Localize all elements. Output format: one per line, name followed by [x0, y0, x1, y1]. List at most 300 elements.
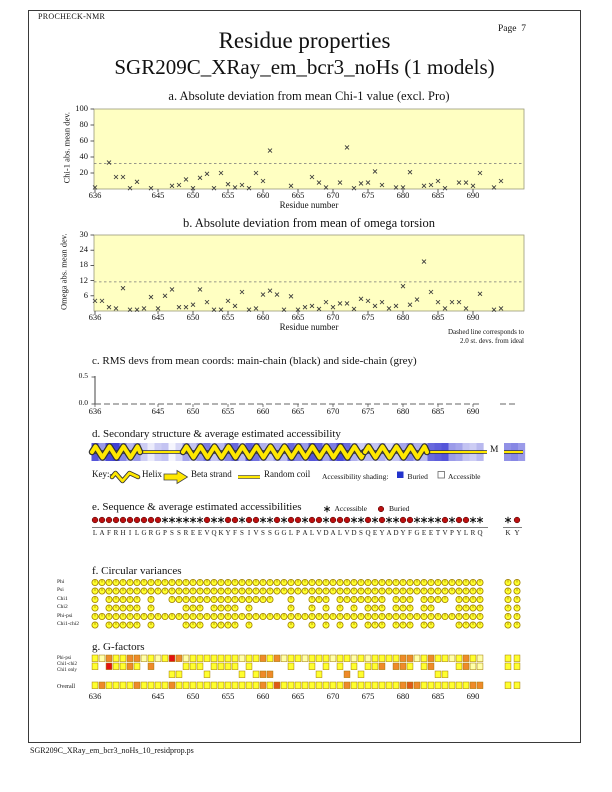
x-tick-label: 655 [221, 691, 235, 701]
cv-row-label-chi1-chi2: Chi1-chi2 [57, 621, 79, 627]
g-factor-square [232, 663, 238, 670]
sequence-letter: S [177, 529, 181, 537]
g-factor-square [505, 655, 511, 662]
g-factor-square [176, 671, 182, 678]
sequence-letter: K [218, 529, 224, 537]
g-factor-square [267, 671, 273, 678]
g-factor-square [253, 671, 259, 678]
key-shading-label: Accessibility shading: [322, 471, 389, 481]
buried-dot-icon [400, 517, 406, 523]
buried-dot-icon [365, 517, 371, 523]
sequence-letter: G [141, 529, 147, 537]
sequence-letter: R [183, 529, 189, 537]
g-factor-square [449, 682, 455, 689]
sequence-letter: Q [211, 529, 217, 537]
g-factor-square [211, 663, 217, 670]
sequence-letter: G [281, 529, 287, 537]
cv-row-label-psi: Psi [57, 587, 64, 593]
sequence-letter: H [120, 529, 126, 537]
panel-b-y-axis-label: Omega abs. mean dev. [58, 233, 69, 310]
key-accessible-label: Accessible [448, 471, 481, 481]
g-factor-square [239, 671, 245, 678]
g-factor-square [127, 655, 133, 662]
sequence-letter: Y [456, 529, 462, 537]
g-factor-square [232, 655, 238, 662]
sequence-letter: V [344, 529, 350, 537]
x-tick-label: 670 [326, 691, 340, 701]
sequence-letter: S [268, 529, 272, 537]
g-factor-square [120, 655, 126, 662]
key-label: Key:- [92, 469, 113, 479]
g-factor-square [253, 655, 259, 662]
g-factor-square [302, 682, 308, 689]
g-factor-square [148, 682, 154, 689]
sequence-letter: A [99, 529, 105, 537]
sequence-letter: G [274, 529, 280, 537]
g-factor-square [323, 682, 329, 689]
key-beta-strand-label: Beta strand [191, 469, 232, 479]
sequence-letter: P [296, 529, 300, 537]
g-factor-square [162, 682, 168, 689]
g-factor-square [344, 682, 350, 689]
sequence-letter: Y [514, 529, 520, 537]
chain-end-marker: M [490, 445, 499, 455]
buried-dot-icon [141, 517, 147, 523]
g-factor-square [407, 655, 413, 662]
g-factor-square [421, 663, 427, 670]
y-tick-label: 18 [79, 259, 88, 270]
sequence-letter: L [134, 529, 140, 537]
buried-swatch-icon [397, 472, 404, 479]
g-factor-square [309, 663, 315, 670]
x-tick-label: 680 [396, 190, 410, 200]
g-factor-square [148, 663, 154, 670]
panel-b-note-line2: 2.0 st. devs. from ideal [460, 337, 524, 345]
buried-dot-icon [155, 517, 161, 523]
x-tick-label: 665 [291, 312, 305, 322]
sequence-letter: S [240, 529, 244, 537]
sequence-letter: E [197, 529, 203, 537]
cv-row-label-phi: Phi [57, 578, 65, 585]
g-factor-square [113, 655, 119, 662]
panel-e-title: e. Sequence & average estimated accessibilities [92, 501, 302, 513]
accessible-swatch-icon [438, 472, 445, 479]
g-factor-square [204, 671, 210, 678]
g-factor-square [400, 682, 406, 689]
g-factor-square [274, 655, 280, 662]
g-factor-square [393, 655, 399, 662]
g-factor-square [379, 682, 385, 689]
g-factor-square [477, 682, 483, 689]
g-factor-square [274, 682, 280, 689]
sequence-letter: L [337, 529, 343, 537]
legend-accessible-label: Accessible [334, 503, 367, 513]
g-factor-square [309, 655, 315, 662]
g-factor-square [442, 682, 448, 689]
panel-a-x-axis-label: Residue number [279, 200, 339, 210]
g-factor-square [372, 655, 378, 662]
buried-dot-icon [127, 517, 133, 523]
sequence-letter: S [170, 529, 174, 537]
sequence-letter: L [288, 529, 294, 537]
sequence-letter: A [386, 529, 392, 537]
gf-row-label-phi-psi: Phi-psi [57, 655, 72, 661]
sequence-letter: V [442, 529, 448, 537]
g-factor-square [337, 682, 343, 689]
sequence-letter: L [463, 529, 469, 537]
g-factor-square [330, 682, 336, 689]
g-factor-square [267, 682, 273, 689]
cv-row-label-chi2: Chi2 [57, 604, 68, 610]
g-factor-square [449, 655, 455, 662]
g-factor-square [421, 655, 427, 662]
sequence-letter: Q [477, 529, 483, 537]
panel-a-title: a. Absolute deviation from mean Chi-1 value (excl. Pro) [168, 89, 450, 103]
x-tick-label: 685 [431, 312, 445, 322]
g-factor-square [295, 682, 301, 689]
y-tick-label: 24 [79, 244, 88, 255]
buried-dot-icon [379, 517, 385, 523]
g-factor-square [260, 655, 266, 662]
buried-dot-icon [92, 517, 98, 523]
footer-filename: SGR209C_XRay_em_bcr3_noHs_10_residprop.ps [30, 746, 194, 755]
g-factor-square [148, 655, 154, 662]
g-factor-square [225, 655, 231, 662]
y-tick-label: 30 [79, 229, 88, 239]
x-tick-label: 690 [466, 691, 480, 701]
g-factor-square [456, 682, 462, 689]
x-tick-label: 650 [186, 312, 200, 322]
x-tick-label: 660 [256, 312, 270, 322]
buried-dot-icon [253, 517, 259, 523]
y-tick-label: 0.0 [78, 398, 88, 407]
g-factor-square [218, 655, 224, 662]
page-subtitle: SGR209C_XRay_em_bcr3_noHs (1 models) [114, 55, 495, 79]
x-tick-label: 655 [221, 312, 235, 322]
cv-row-label-chi1: Chi1 [57, 595, 68, 602]
buried-dot-icon [344, 517, 350, 523]
g-factor-square [428, 682, 434, 689]
x-tick-label: 655 [221, 190, 235, 200]
x-tick-label: 645 [151, 312, 165, 322]
g-factor-square [169, 671, 175, 678]
x-tick-label: 636 [88, 691, 102, 701]
buried-dot-icon [407, 517, 413, 523]
gf-row-label-chi1-chi2: Chi1-chi2 [57, 661, 77, 667]
gf-row-label-chi1-only: Chi1 only [57, 667, 77, 673]
x-tick-label: 645 [151, 190, 165, 200]
x-tick-label: 675 [361, 312, 375, 322]
x-tick-label: 636 [88, 190, 102, 200]
g-factor-square [428, 663, 434, 670]
g-factor-square [134, 655, 140, 662]
sequence-letter: Y [400, 529, 406, 537]
g-factor-square [120, 682, 126, 689]
g-factor-square [442, 655, 448, 662]
g-factor-square [246, 663, 252, 670]
x-tick-label: 665 [291, 406, 305, 416]
key-helix-label: Helix [142, 469, 162, 479]
g-factor-square [281, 682, 287, 689]
panel-a-y-axis-label: Chi-1 abs. mean dev. [61, 111, 72, 184]
g-factor-square [190, 682, 196, 689]
g-factor-square [225, 663, 231, 670]
g-factor-square [113, 682, 119, 689]
sequence-letter: R [148, 529, 154, 537]
panel-b-note-line1: Dashed line corresponds to [447, 328, 524, 336]
g-factor-square [246, 682, 252, 689]
y-tick-label: 12 [79, 274, 88, 285]
sequence-letter: E [372, 529, 378, 537]
x-tick-label: 680 [396, 406, 410, 416]
g-factor-square [218, 682, 224, 689]
g-factor-square [204, 655, 210, 662]
g-factor-square [393, 663, 399, 670]
sequence-letter: D [393, 529, 399, 537]
g-factor-square [92, 682, 98, 689]
buried-dot-icon [330, 517, 336, 523]
buried-dot-icon [316, 517, 322, 523]
x-tick-label: 670 [326, 190, 340, 200]
g-factor-square [514, 682, 520, 689]
buried-dot-icon [378, 506, 384, 512]
buried-dot-icon [113, 517, 119, 523]
panel-b-x-axis-label: Residue number [279, 322, 339, 332]
g-factor-square [197, 682, 203, 689]
g-factor-square [309, 682, 315, 689]
g-factor-square [477, 655, 483, 662]
g-factor-square [183, 682, 189, 689]
buried-dot-icon [134, 517, 140, 523]
g-factor-square [211, 655, 217, 662]
g-factor-square [162, 655, 168, 662]
sequence-letter: S [261, 529, 265, 537]
sequence-letter: P [450, 529, 454, 537]
x-tick-label: 645 [151, 691, 165, 701]
g-factor-square [183, 655, 189, 662]
sequence-letter: I [247, 529, 251, 537]
g-factor-square [463, 663, 469, 670]
sequence-letter: G [414, 529, 420, 537]
g-factor-square [316, 682, 322, 689]
buried-dot-icon [295, 517, 301, 523]
x-tick-label: 680 [396, 312, 410, 322]
g-factor-square [400, 655, 406, 662]
buried-dot-icon [514, 517, 520, 523]
g-factor-square [414, 682, 420, 689]
g-factor-square [281, 655, 287, 662]
sequence-letter: F [408, 529, 412, 537]
sequence-letter: G [155, 529, 161, 537]
g-factor-square [211, 682, 217, 689]
buried-dot-icon [309, 517, 315, 523]
x-tick-label: 685 [431, 691, 445, 701]
g-factor-square [141, 682, 147, 689]
y-tick-label: 100 [75, 103, 88, 113]
g-factor-square [106, 682, 112, 689]
g-factor-square [407, 663, 413, 670]
g-factor-square [155, 682, 161, 689]
g-factor-square [302, 655, 308, 662]
buried-dot-icon [232, 517, 238, 523]
x-tick-label: 645 [151, 406, 165, 416]
sequence-letter: S [359, 529, 363, 537]
x-tick-label: 675 [361, 406, 375, 416]
gf-row-label-overall: Overall [57, 683, 75, 690]
g-factor-square [456, 655, 462, 662]
g-factor-square [183, 663, 189, 670]
x-tick-label: 655 [221, 406, 235, 416]
y-tick-label: 80 [79, 119, 88, 129]
sequence-letter: E [190, 529, 196, 537]
buried-dot-icon [148, 517, 154, 523]
g-factor-square [456, 663, 462, 670]
g-factor-square [176, 655, 182, 662]
g-factor-square [169, 655, 175, 662]
y-tick-label: 6 [83, 289, 88, 300]
buried-dot-icon [120, 517, 126, 523]
sequence-letter: D [323, 529, 329, 537]
buried-dot-icon [106, 517, 112, 523]
x-tick-label: 685 [431, 406, 445, 416]
g-factor-square [386, 655, 392, 662]
g-factor-square [239, 682, 245, 689]
g-factor-square [260, 682, 266, 689]
page-number: Page 7 [498, 24, 526, 34]
g-factor-square [421, 682, 427, 689]
g-factor-square [204, 682, 210, 689]
g-factor-square [141, 655, 147, 662]
g-factor-square [505, 663, 511, 670]
x-tick-label: 660 [256, 406, 270, 416]
sequence-letter: L [309, 529, 315, 537]
x-tick-label: 636 [88, 406, 102, 416]
g-factor-square [120, 663, 126, 670]
g-factor-square [365, 682, 371, 689]
x-tick-label: 660 [256, 691, 270, 701]
g-factor-square [295, 655, 301, 662]
legend-buried-label: Buried [389, 503, 410, 513]
panel-f-title: f. Circular variances [92, 565, 182, 577]
sequence-letter: I [128, 529, 132, 537]
sequence-letter: D [351, 529, 357, 537]
g-factor-square [218, 663, 224, 670]
cv-row-label-phi-psi: Phi-psi [57, 612, 73, 619]
g-factor-square [134, 682, 140, 689]
g-factor-square [288, 655, 294, 662]
g-factor-square [197, 663, 203, 670]
g-factor-square [169, 682, 175, 689]
sequence-letter: F [233, 529, 237, 537]
buried-dot-icon [337, 517, 343, 523]
g-factor-square [155, 655, 161, 662]
g-factor-square [477, 663, 483, 670]
g-factor-square [127, 682, 133, 689]
g-factor-square [99, 655, 105, 662]
g-factor-square [323, 663, 329, 670]
g-factor-square [288, 682, 294, 689]
panel-g-title: g. G-factors [92, 641, 145, 653]
g-factor-square [337, 663, 343, 670]
g-factor-square [344, 671, 350, 678]
buried-dot-icon [225, 517, 231, 523]
g-factor-square [344, 655, 350, 662]
g-factor-square [99, 682, 105, 689]
g-factor-square [365, 663, 371, 670]
g-factor-square [197, 655, 203, 662]
g-factor-square [514, 655, 520, 662]
g-factor-square [393, 682, 399, 689]
buried-dot-icon [456, 517, 462, 523]
buried-dot-icon [442, 517, 448, 523]
sequence-letter: F [107, 529, 111, 537]
g-factor-square [113, 663, 119, 670]
sequence-letter: P [163, 529, 167, 537]
panel-c-title: c. RMS devs from mean coords: main-chain (black) and side-chain (grey) [92, 355, 417, 367]
g-factor-square [435, 655, 441, 662]
g-factor-square [351, 655, 357, 662]
g-factor-square [316, 671, 322, 678]
g-factor-square [386, 682, 392, 689]
g-factor-square [435, 671, 441, 678]
g-factor-square [267, 655, 273, 662]
x-tick-label: 665 [291, 190, 305, 200]
g-factor-square [176, 682, 182, 689]
g-factor-square [463, 682, 469, 689]
g-factor-square [225, 682, 231, 689]
buried-dot-icon [99, 517, 105, 523]
g-factor-square [505, 682, 511, 689]
sequence-letter: A [330, 529, 336, 537]
g-factor-square [358, 671, 364, 678]
x-tick-label: 660 [256, 190, 270, 200]
g-factor-square [316, 655, 322, 662]
sequence-letter: Y [225, 529, 231, 537]
g-factor-square [463, 655, 469, 662]
g-factor-square [400, 663, 406, 670]
g-factor-square [379, 655, 385, 662]
x-tick-label: 690 [466, 312, 480, 322]
sequence-letter: Y [379, 529, 385, 537]
sequence-letter: V [316, 529, 322, 537]
x-tick-label: 670 [326, 406, 340, 416]
g-factor-square [253, 682, 259, 689]
g-factor-square [379, 663, 385, 670]
x-tick-label: 690 [466, 190, 480, 200]
page-title: Residue properties [218, 28, 391, 53]
sequence-letter: E [421, 529, 427, 537]
g-factor-square [470, 663, 476, 670]
g-factor-square [323, 655, 329, 662]
x-tick-label: 685 [431, 190, 445, 200]
g-factor-square [106, 663, 112, 670]
g-factor-square [92, 655, 98, 662]
sequence-letter: R [470, 529, 476, 537]
g-factor-square [358, 682, 364, 689]
g-factor-square [92, 663, 98, 670]
buried-dot-icon [274, 517, 280, 523]
panel-d-title: d. Secondary structure & average estimated accessibility [92, 428, 341, 440]
buried-dot-icon [463, 517, 469, 523]
g-factor-square [442, 671, 448, 678]
g-factor-square [414, 655, 420, 662]
g-factor-square [330, 655, 336, 662]
sequence-letter: R [113, 529, 119, 537]
g-factor-square [337, 655, 343, 662]
y-tick-label: 20 [79, 167, 88, 177]
buried-dot-icon [246, 517, 252, 523]
sequence-letter: L [92, 529, 98, 537]
